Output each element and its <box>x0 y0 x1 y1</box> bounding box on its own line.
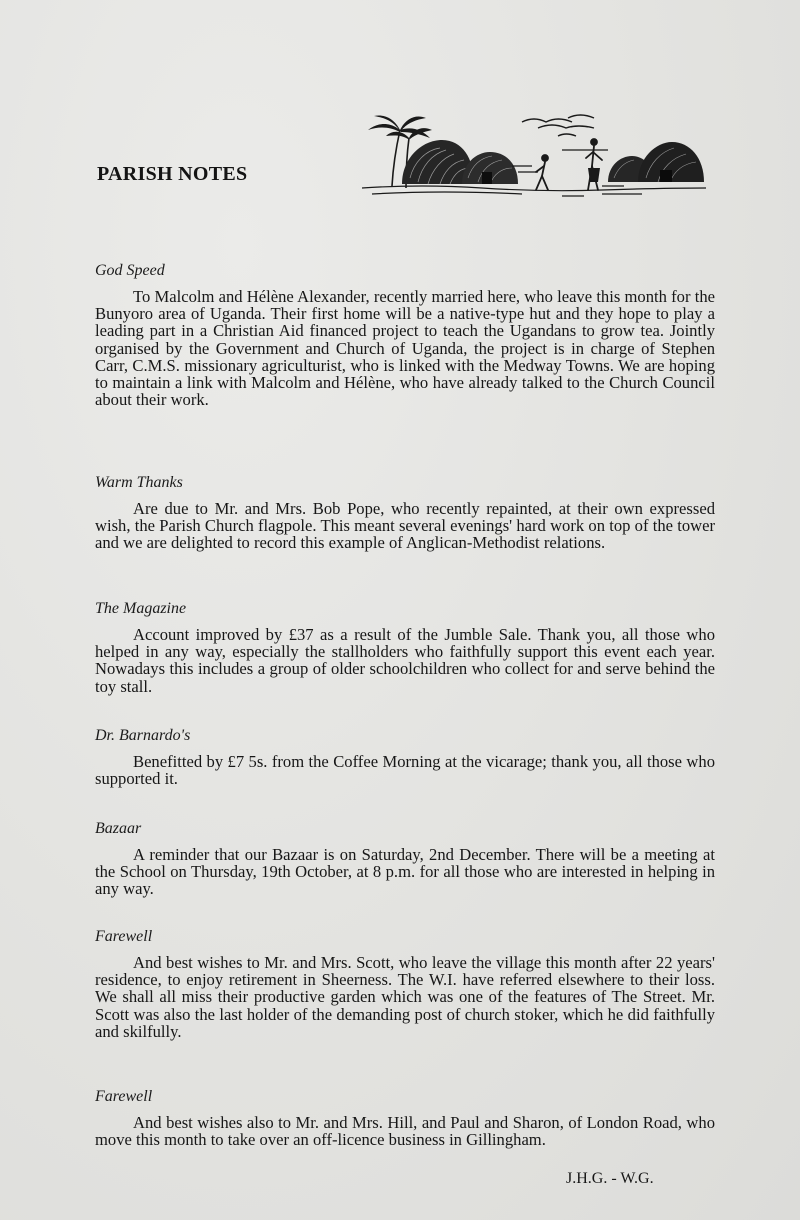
section-body: Account improved by £37 as a result of the Jumble Sale. Thank you, all those who helped in any way, especially the stallholders who faithfully support this event each year. Nowadays this includes a group of older schoolchildren who collect for and serve behind the toy stall. <box>95 625 715 696</box>
page-title: PARISH NOTES <box>97 163 248 185</box>
section-body: A reminder that our Bazaar is on Saturday, 2nd December. There will be a meeting at the School on Thursday, 19th October, at 8 p.m. for all those who are interested in helping in any way. <box>95 845 715 899</box>
section-body: And best wishes also to Mr. and Mrs. Hill, and Paul and Sharon, of London Road, who move this month to take over an off-licence business in Gillingham. <box>95 1113 715 1150</box>
section-the-magazine <box>95 600 715 695</box>
section-body: Are due to Mr. and Mrs. Bob Pope, who recently repainted, at their own expressed wish, the Parish Church flagpole. This meant several evenings' hard work on top of the tower and we are delighted to record this example of Anglican-Methodist relations. <box>95 499 715 553</box>
section-god-speed <box>95 262 715 408</box>
section-heading: Farewell <box>95 928 153 945</box>
section-farewell-scott <box>95 928 715 1040</box>
section-heading: Farewell <box>95 1088 153 1105</box>
section-bazaar <box>95 820 715 898</box>
section-dr-barnardos <box>95 727 715 787</box>
section-heading: God Speed <box>95 262 165 279</box>
section-body: To Malcolm and Hélène Alexander, recently married here, who leave this month for the Bunyoro area of Uganda. Their first home will be a native-type hut and they hope to play a leading part in a Christian Aid financed project to teach the Ugandans to grow tea. Jointly organised by the Government and Church of Uganda, the project is in charge of Stephen Carr, C.M.S. missionary agriculturist, who is linked with the Medway Towns. We are hoping to maintain a link with Malcolm and Hélène, who have already talked to the Church Council about their work. <box>95 287 715 410</box>
section-heading: Bazaar <box>95 820 142 837</box>
section-heading: The Magazine <box>95 600 187 617</box>
section-body: And best wishes to Mr. and Mrs. Scott, who leave the village this month after 22 years' residence, to enjoy retirement in Sheerness. The W.I. have referred elsewhere to their loss. We shall all miss their productive garden which was one of the features of The Street. Mr. Scott was also the last holder of the demanding post of church stoker, which he did faithfully and skilfully. <box>95 953 715 1041</box>
village-huts-illustration <box>362 108 706 200</box>
section-heading: Warm Thanks <box>95 474 183 491</box>
signature: J.H.G. - W.G. <box>566 1170 654 1187</box>
section-farewell-hill <box>95 1088 715 1148</box>
section-body: Benefitted by £7 5s. from the Coffee Morning at the vicarage; thank you, all those who supported it. <box>95 752 715 789</box>
section-warm-thanks <box>95 474 715 552</box>
section-heading: Dr. Barnardo's <box>95 727 191 744</box>
